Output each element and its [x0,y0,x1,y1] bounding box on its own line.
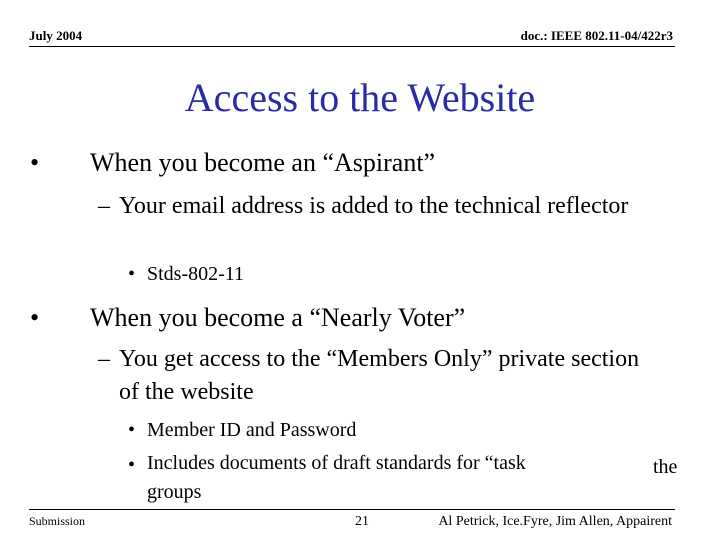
bullet-marker: • [30,303,40,332]
footer-submission: Submission [29,514,86,528]
bullet-marker: • [30,148,40,177]
bullet-text: You get access to the “Members Only” private section of the website [119,346,640,405]
bullet-text: Stds-802-11 [147,263,245,285]
footer-rule [29,509,675,510]
bullet-marker: – [98,193,110,219]
bullet-text: Your email address is added to the technical reflector [119,193,629,219]
bullet-text: Member ID and Password [147,419,357,441]
bullet-marker: • [128,419,136,441]
bullet-marker: – [98,346,110,372]
bullet-marker: • [128,454,136,476]
page-number: 21 [355,514,369,529]
header-date: July 2004 [29,28,83,43]
bullet-text: Includes documents of draft standards for “task groups [147,452,526,503]
header-doc-id: doc.: IEEE 802.11-04/422r3 [520,28,673,43]
header-rule [29,46,675,47]
footer-authors: Al Petrick, Ice.Fyre, Jim Allen, Appairent [438,514,672,529]
bullet-text: When you become an “Aspirant” [90,148,436,177]
stray-text: the [653,456,678,478]
bullet-text: When you become a “Nearly Voter” [90,303,466,332]
slide-title: Access to the Website [184,75,536,120]
bullet-marker: • [128,263,136,285]
